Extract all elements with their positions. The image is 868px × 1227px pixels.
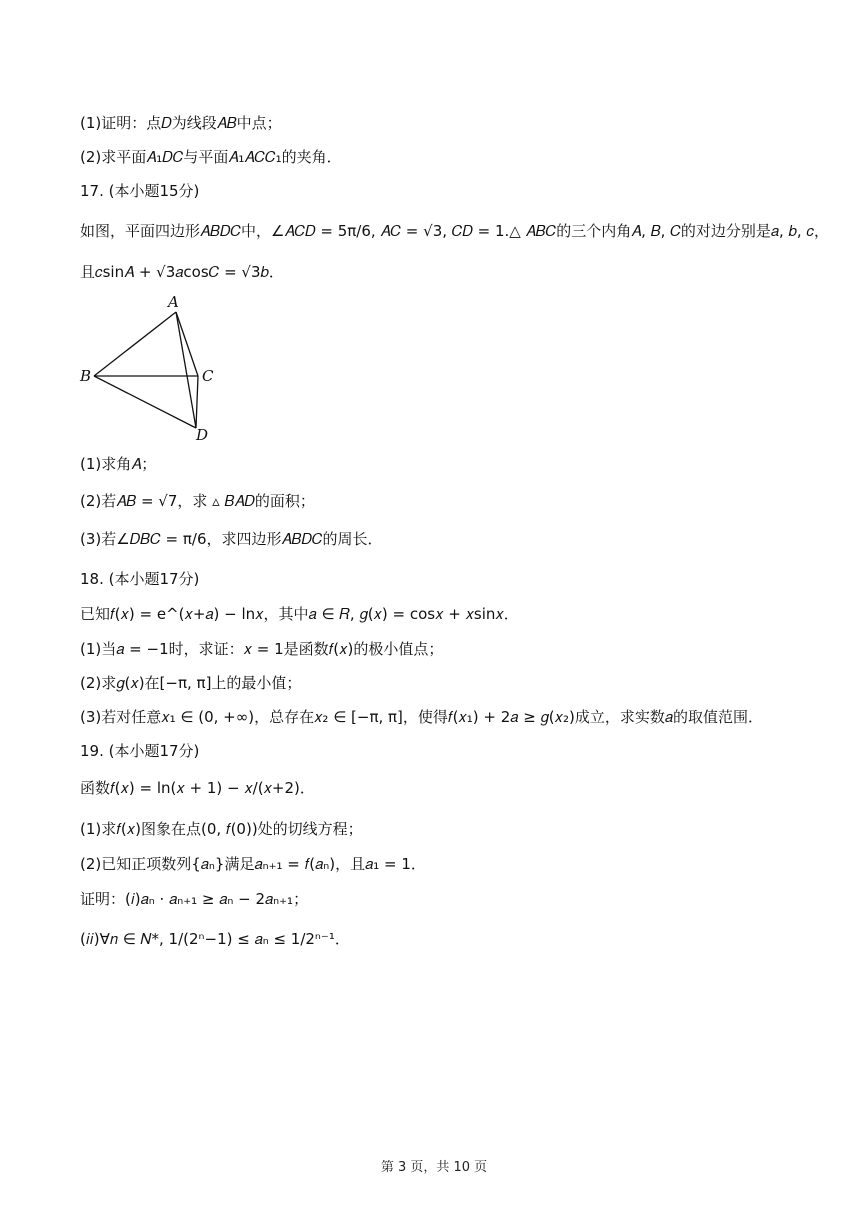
q19-stem: 函数𝑓(𝑥) = ln(𝑥 + 1) − 𝑥/(𝑥+2)．: [80, 779, 315, 797]
segment-bd: [94, 376, 196, 428]
label-c: C: [202, 367, 214, 385]
q18-part1: (1)当𝑎 = −1时，求证：𝑥 = 1是函数𝑓(𝑥)的极小值点；: [80, 640, 444, 658]
q17-part3: (3)若∠𝐷𝐵𝐶 = π/6，求四边形𝐴𝐵𝐷𝐶的周长．: [80, 530, 383, 548]
q18-part2: (2)求𝑔(𝑥)在[−π, π]上的最小值；: [80, 674, 302, 692]
q17-stem-line2: 且𝑐sin𝐴 + √3𝑎cos𝐶 = √3𝑏．: [80, 263, 284, 281]
q19-part2: (2)已知正项数列{𝑎ₙ}满足𝑎ₙ₊₁ = 𝑓(𝑎ₙ)，且𝑎₁ = 1．: [80, 855, 426, 873]
label-b: B: [80, 367, 92, 385]
quadrilateral-figure: [76, 292, 226, 442]
q18-stem: 已知𝑓(𝑥) = e^(𝑥+𝑎) − ln𝑥，其中𝑎 ∈ 𝑅, 𝑔(𝑥) = cos𝑥 + 𝑥sin𝑥．: [80, 605, 519, 623]
label-a: A: [168, 293, 179, 311]
q17-part1: (1)求角𝐴；: [80, 455, 157, 473]
label-d: D: [196, 426, 209, 444]
q19-heading: 19. (本小题17分): [80, 742, 200, 760]
q18-part3: (3)若对任意𝑥₁ ∈ (0, +∞)，总存在𝑥₂ ∈ [−π, π]，使得𝑓(𝑥₁) + 2𝑎 ≥ 𝑔(𝑥₂)成立，求实数𝑎的取值范围．: [80, 708, 764, 726]
q18-heading: 18. (本小题17分): [80, 570, 200, 588]
q16-part2: (2)求平面𝐴₁𝐷𝐶与平面𝐴₁𝐴𝐶𝐶₁的夹角．: [80, 148, 342, 166]
segment-cd: [196, 376, 198, 428]
q17-part2: (2)若𝐴𝐵 = √7，求 ▵ 𝐵𝐴𝐷的面积；: [80, 492, 315, 510]
segment-ac: [176, 312, 198, 376]
q16-part1: (1)证明：点𝐷为线段𝐴𝐵中点；: [80, 114, 282, 132]
quadrilateral-diagram: [76, 292, 226, 442]
page-footer: 第 3 页，共 10 页: [380, 1160, 488, 1175]
q17-heading: 17. (本小题15分): [80, 182, 200, 200]
q19-proof-i: 证明：(𝑖)𝑎ₙ ⋅ 𝑎ₙ₊₁ ≥ 𝑎ₙ − 2𝑎ₙ₊₁；: [80, 890, 309, 908]
q19-part1: (1)求𝑓(𝑥)图象在点(0, 𝑓(0))处的切线方程；: [80, 820, 363, 838]
segment-ad: [176, 312, 196, 428]
q19-proof-ii: (𝑖𝑖)∀𝑛 ∈ 𝑁*, 1/(2ⁿ−1) ≤ 𝑎ₙ ≤ 1/2ⁿ⁻¹．: [80, 930, 350, 948]
segment-ab: [94, 312, 176, 376]
q17-stem-line1: 如图，平面四边形𝐴𝐵𝐷𝐶中，∠𝐴𝐶𝐷 = 5π/6, 𝐴𝐶 = √3, 𝐶𝐷 = 1.△ 𝐴𝐵𝐶的三个内角𝐴, 𝐵, 𝐶的对边分别是𝑎, 𝑏, 𝑐，: [80, 222, 830, 240]
